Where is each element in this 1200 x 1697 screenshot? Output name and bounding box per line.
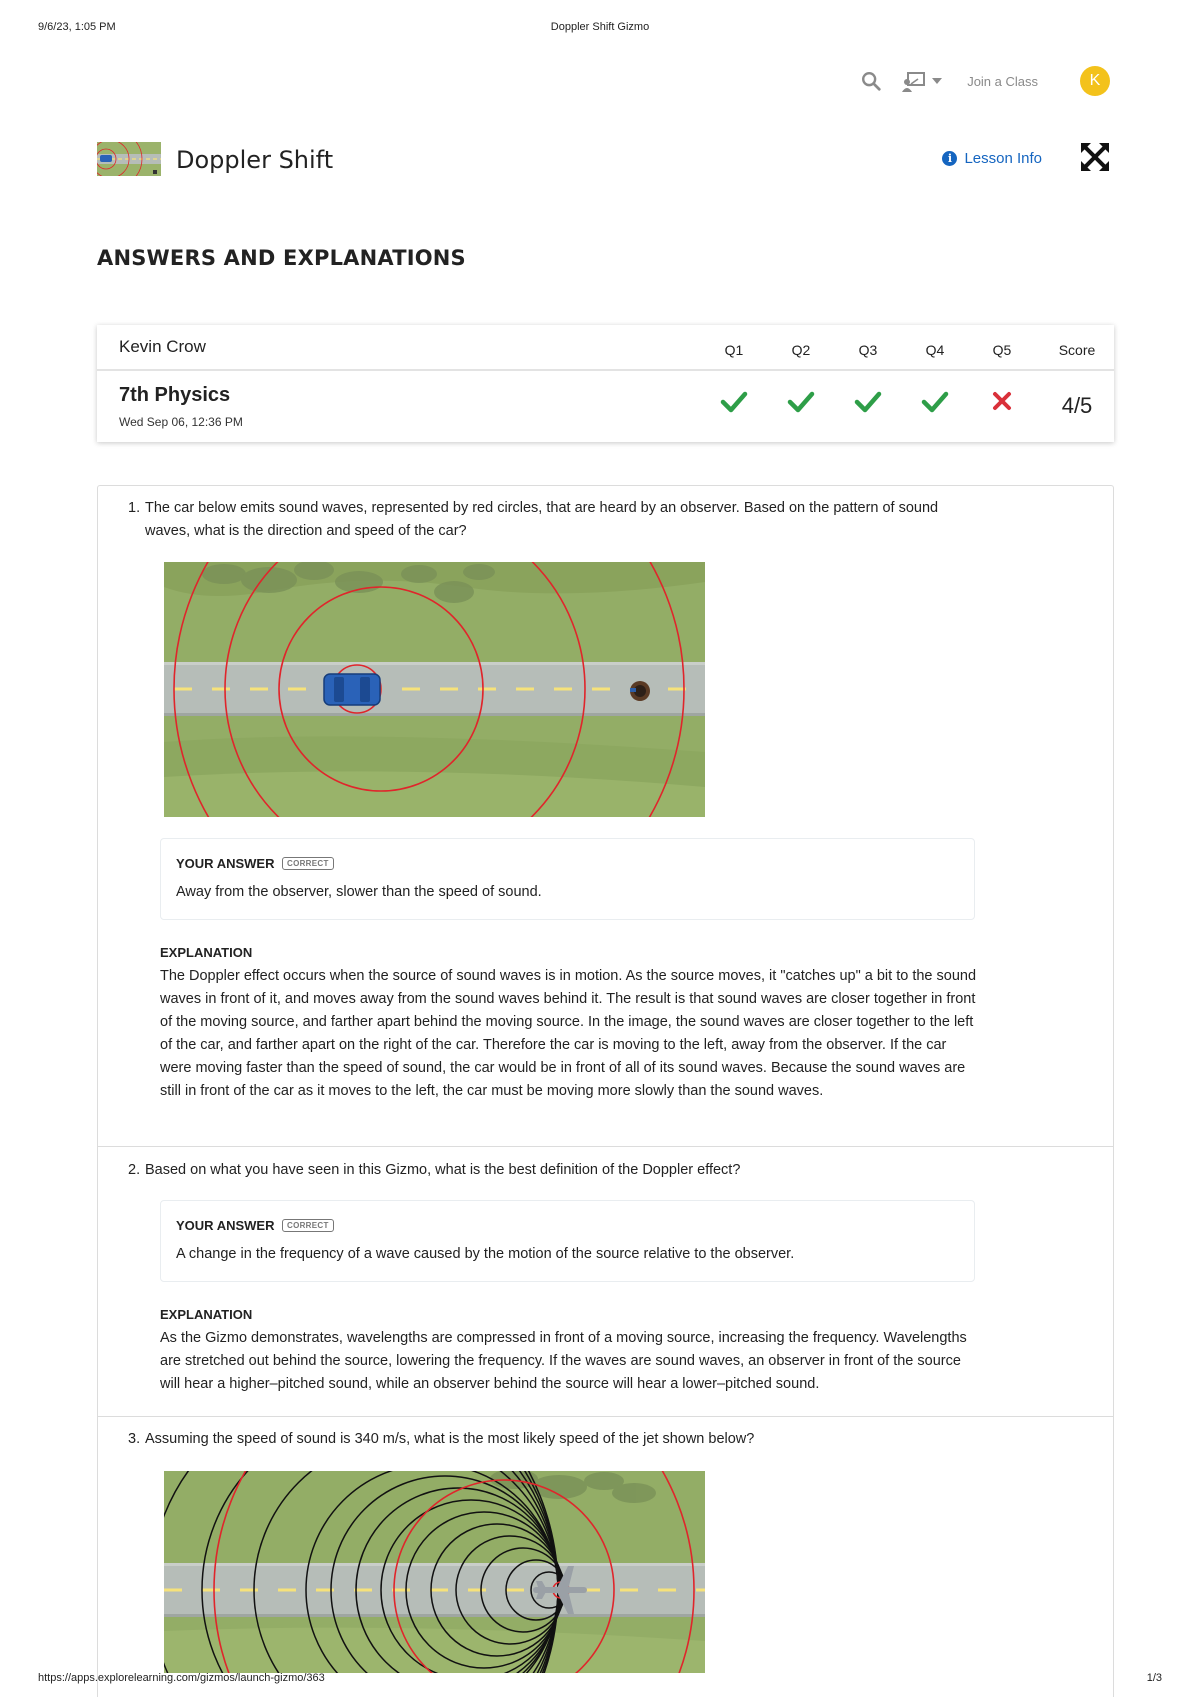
student-name: Kevin Crow: [119, 337, 206, 356]
user-avatar[interactable]: K: [1080, 66, 1110, 96]
class-name: 7th Physics: [119, 384, 231, 406]
caret-down-icon: [931, 76, 943, 86]
column-q3: Q3: [858, 342, 878, 358]
question-2: [98, 1146, 1113, 1416]
question-text: [128, 497, 985, 543]
print-footer: [38, 1672, 1162, 1688]
q2-result-checkmark-icon[interactable]: [776, 389, 826, 417]
jet-sonic-boom-image: [164, 1471, 705, 1673]
answer-text: Away from the observer, slower than the speed of sound.: [176, 884, 542, 900]
search-icon[interactable]: [860, 70, 882, 92]
your-answer-box: [160, 1200, 975, 1282]
top-bar: [860, 66, 1110, 96]
lesson-title: Doppler Shift: [176, 146, 334, 174]
answer-text: A change in the frequency of a wave caused by the motion of the source relative to the observer.: [176, 1246, 795, 1262]
section-title: ANSWERS AND EXPLANATIONS: [97, 246, 466, 270]
question-text: [128, 1428, 985, 1451]
lesson-info-link[interactable]: [942, 150, 1042, 167]
info-icon: i: [942, 151, 957, 166]
q4-result-checkmark-icon[interactable]: [910, 389, 960, 417]
page-number: 1/3: [1146, 1672, 1162, 1684]
score-card: [97, 325, 1114, 442]
your-answer-label: YOUR ANSWER: [176, 856, 275, 871]
total-score: 4/5: [1061, 393, 1093, 418]
column-q1: Q1: [724, 342, 744, 358]
question-text: [128, 1159, 985, 1182]
explanation-text: As the Gizmo demonstrates, wavelengths are compressed in front of a moving source, increasing the frequency. Wavelengths are stretched out behind the source, lowering the frequency. If the waves are sound waves, an observer in front of the source will hear a higher–pitched sound, while an observer behind the source will hear a lower–pitched sound.: [160, 1330, 967, 1392]
question-3: [98, 1416, 1113, 1697]
question-prompt: Based on what you have seen in this Gizmo, what is the best definition of the Doppler effect?: [145, 1162, 741, 1178]
correct-badge: CORRECT: [282, 857, 334, 870]
score-header-row: [97, 325, 1114, 371]
classroom-menu[interactable]: [902, 70, 943, 92]
correct-badge: CORRECT: [282, 1219, 334, 1232]
page-url: https://apps.explorelearning.com/gizmos/launch-gizmo/363: [38, 1672, 325, 1684]
question-number: 3.: [128, 1431, 141, 1447]
question-number: 1.: [128, 500, 141, 516]
column-q5: Q5: [992, 342, 1012, 358]
question-list: [97, 485, 1114, 1697]
question-prompt: The car below emits sound waves, represented by red circles, that are heard by an observer. Based on the pattern of sound waves, what is the direction and speed of the car?: [145, 500, 939, 539]
print-date: 9/6/23, 1:05 PM: [38, 21, 116, 33]
explanation-label: EXPLANATION: [160, 1307, 253, 1322]
lesson-info-label: Lesson Info: [964, 150, 1042, 167]
q1-result-checkmark-icon[interactable]: [709, 389, 759, 417]
teacher-board-icon: [902, 70, 928, 92]
q5-result-cross-icon[interactable]: [977, 389, 1027, 417]
your-answer-label: YOUR ANSWER: [176, 1218, 275, 1233]
column-q2: Q2: [791, 342, 811, 358]
join-class-link[interactable]: Join a Class: [967, 73, 1038, 89]
column-q4: Q4: [925, 342, 945, 358]
question-prompt: Assuming the speed of sound is 340 m/s, what is the most likely speed of the jet shown below?: [145, 1431, 755, 1447]
fullscreen-icon[interactable]: [1080, 142, 1110, 172]
car-sound-waves-image: [164, 562, 705, 817]
question-number: 2.: [128, 1162, 141, 1178]
q3-result-checkmark-icon[interactable]: [843, 389, 893, 417]
column-score: Score: [1058, 342, 1096, 358]
question-1: [98, 486, 1113, 1146]
lesson-thumbnail: [97, 142, 161, 176]
print-header: [38, 21, 1162, 37]
print-title: Doppler Shift Gizmo: [550, 21, 650, 33]
explanation-label: EXPLANATION: [160, 945, 253, 960]
lesson-header: [97, 140, 1110, 180]
explanation-text: The Doppler effect occurs when the source of sound waves is in motion. As the source moves, it "catches up" a bit to the sound waves in front of it, and moves away from the sound waves behind it. The result is that sound waves are closer together in front of the moving source, and farther apart behind the moving source. In the image, the sound waves are closer together to the left of the car, and farther apart on the right of the car. Therefore the car is moving to the left, away from the observer. If the car were moving faster than the speed of sound, the car would be in front of all of its sound waves. Because the sound waves are still in front of the car as it moves to the left, the car must be moving more slowly than the sound waves.: [160, 968, 977, 1099]
class-date: Wed Sep 06, 12:36 PM: [119, 415, 243, 429]
your-answer-box: [160, 838, 975, 920]
